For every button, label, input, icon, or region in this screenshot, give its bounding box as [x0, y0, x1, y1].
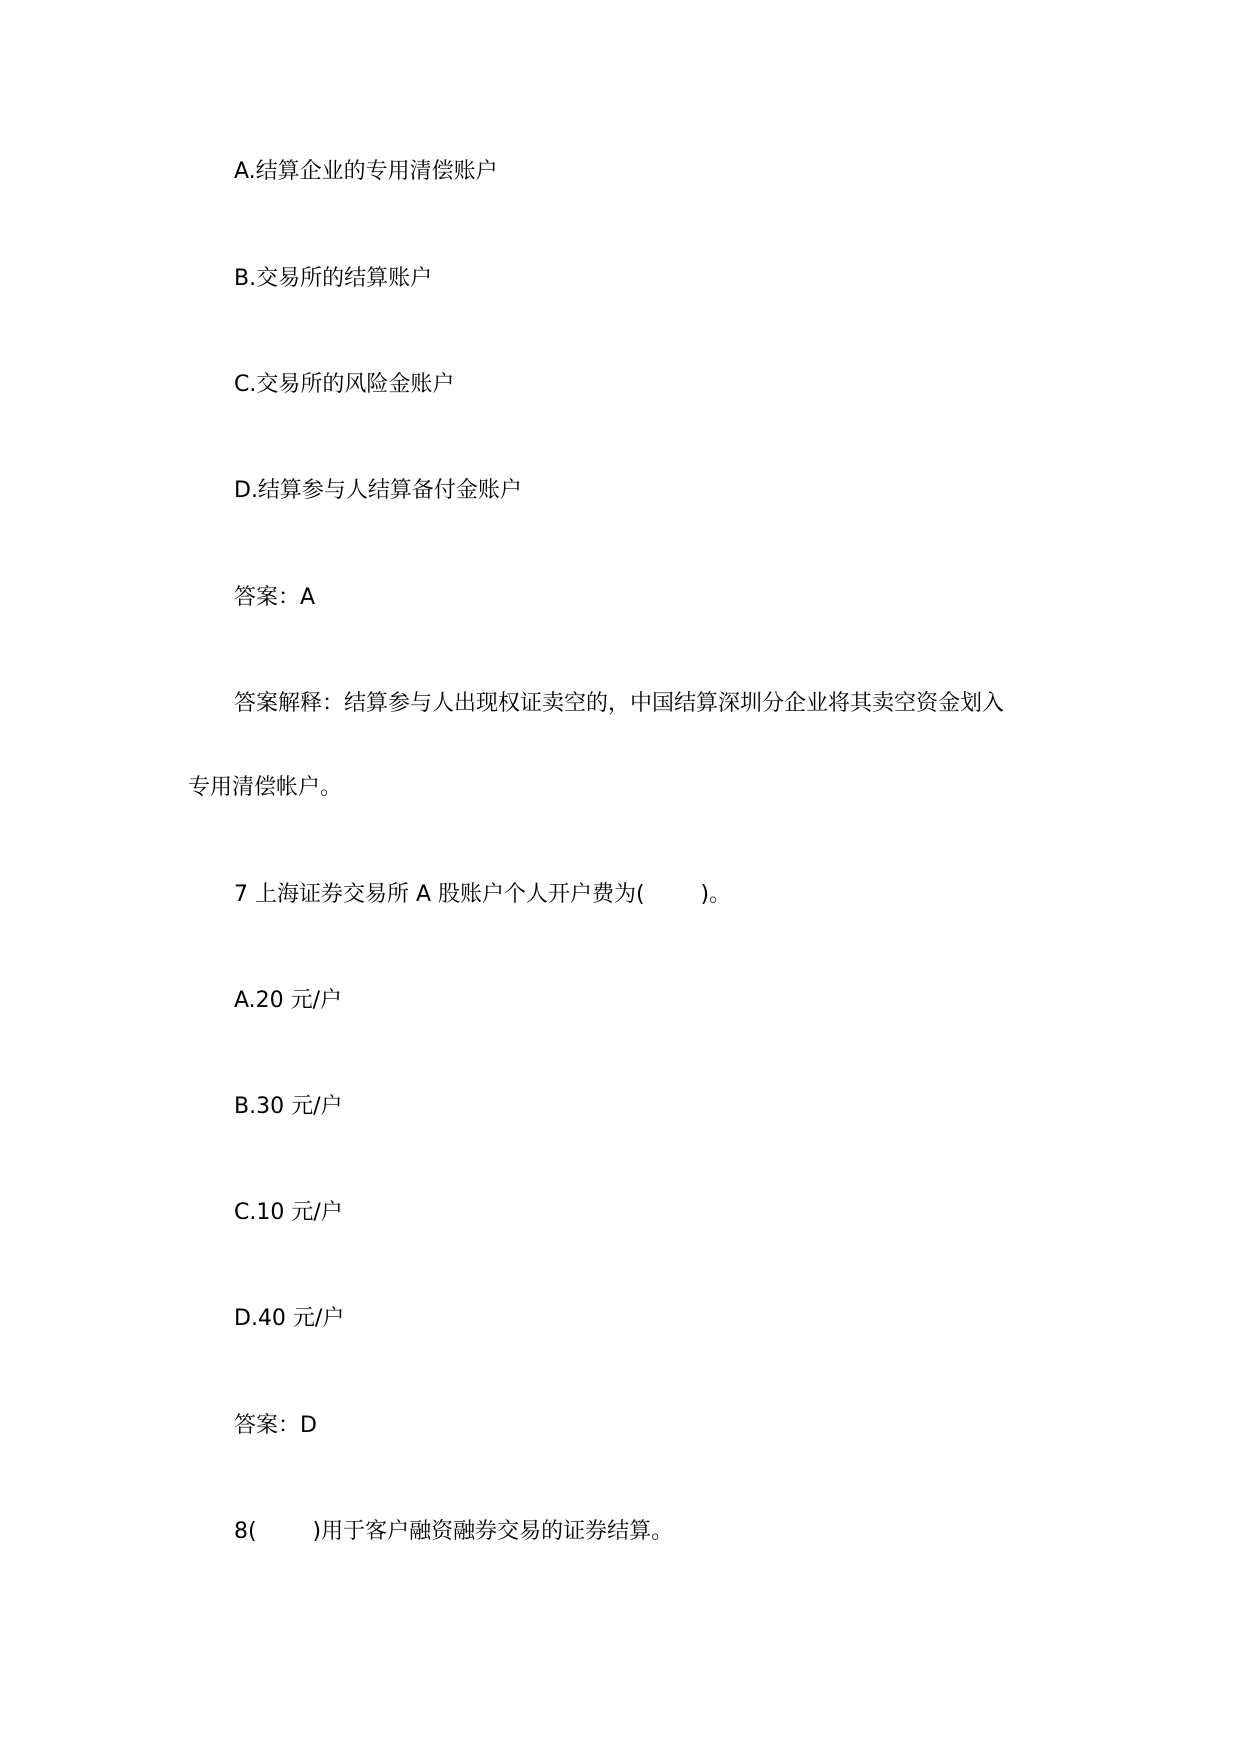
q7-option-d: D.40 元/户 [234, 1306, 345, 1331]
q6-explanation-line1: 答案解释：结算参与人出现权证卖空的，中国结算深圳分企业将其卖空资金划入 [234, 691, 1005, 716]
q8-question: 8( )用于客户融资融券交易的证券结算。 [234, 1519, 674, 1544]
q7-option-a: A.20 元/户 [234, 988, 343, 1013]
q7-option-b: B.30 元/户 [234, 1094, 343, 1119]
q6-option-b: B.交易所的结算账户 [234, 266, 433, 291]
q6-explanation-line2: 专用清偿帐户。 [188, 775, 343, 800]
q7-option-c: C.10 元/户 [234, 1200, 343, 1225]
q6-option-a: A.结算企业的专用清偿账户 [234, 159, 498, 184]
q6-option-c: C.交易所的风险金账户 [234, 372, 455, 397]
q6-answer: 答案：A [234, 585, 316, 610]
q6-option-d: D.结算参与人结算备付金账户 [234, 478, 522, 503]
q7-answer: 答案：D [234, 1413, 317, 1438]
q7-question: 7 上海证券交易所 A 股账户个人开户费为( )。 [234, 882, 732, 907]
